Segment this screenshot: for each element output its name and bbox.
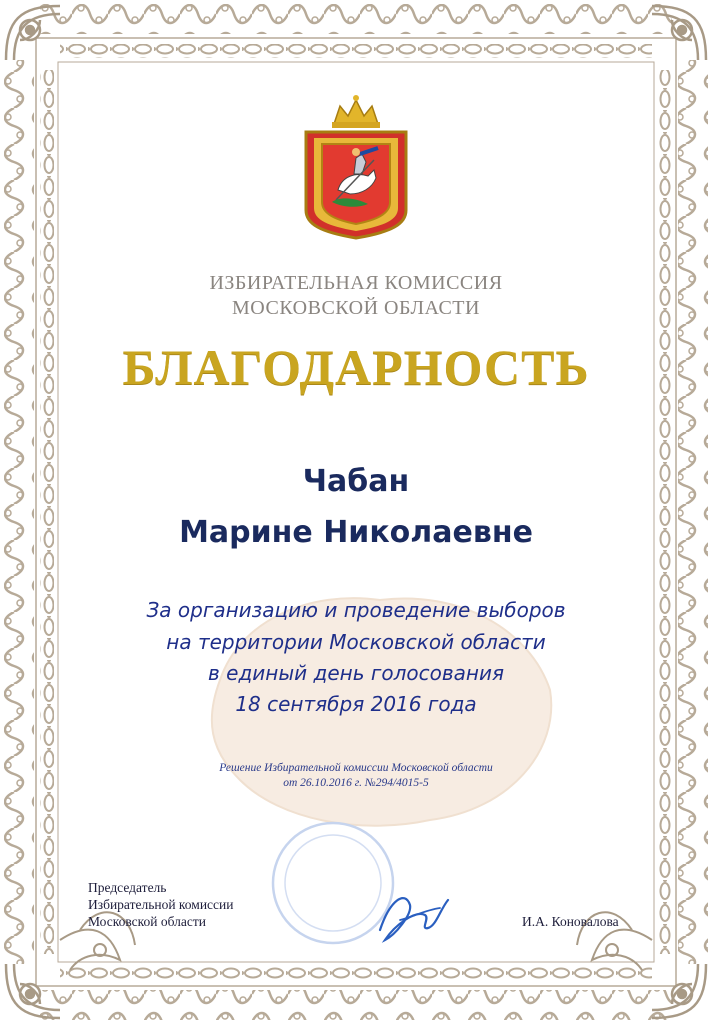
decision-line1: Решение Избирательной комиссии Московской области <box>219 762 493 774</box>
reason-line1: За организацию и проведение выборов <box>146 598 566 622</box>
commission-name-line2: МОСКОВСКОЙ ОБЛАСТИ <box>232 297 480 319</box>
coat-of-arms-icon <box>296 92 416 240</box>
handwritten-signature <box>370 880 460 950</box>
signatory-position-line1: Председатель <box>88 880 167 895</box>
reason-line4: 18 сентября 2016 года <box>235 692 477 716</box>
recipient-surname: Чабан <box>302 464 410 499</box>
recipient-given-name: Марине Николаевне <box>179 515 533 550</box>
signatory-position-line2: Избирательной комиссии <box>88 897 234 912</box>
signatory-position-line3: Московской области <box>88 914 207 929</box>
commission-name-line1: ИЗБИРАТЕЛЬНАЯ КОМИССИЯ <box>209 272 503 294</box>
reason-line3: в единый день голосования <box>208 661 504 685</box>
signatory-name: И.А. Коновалова <box>522 914 619 929</box>
certificate-title: БЛАГОДАРНОСТЬ <box>122 339 590 395</box>
reason-line2: на территории Московской области <box>166 630 546 654</box>
decision-line2: от 26.10.2016 г. №294/4015-5 <box>283 777 429 789</box>
